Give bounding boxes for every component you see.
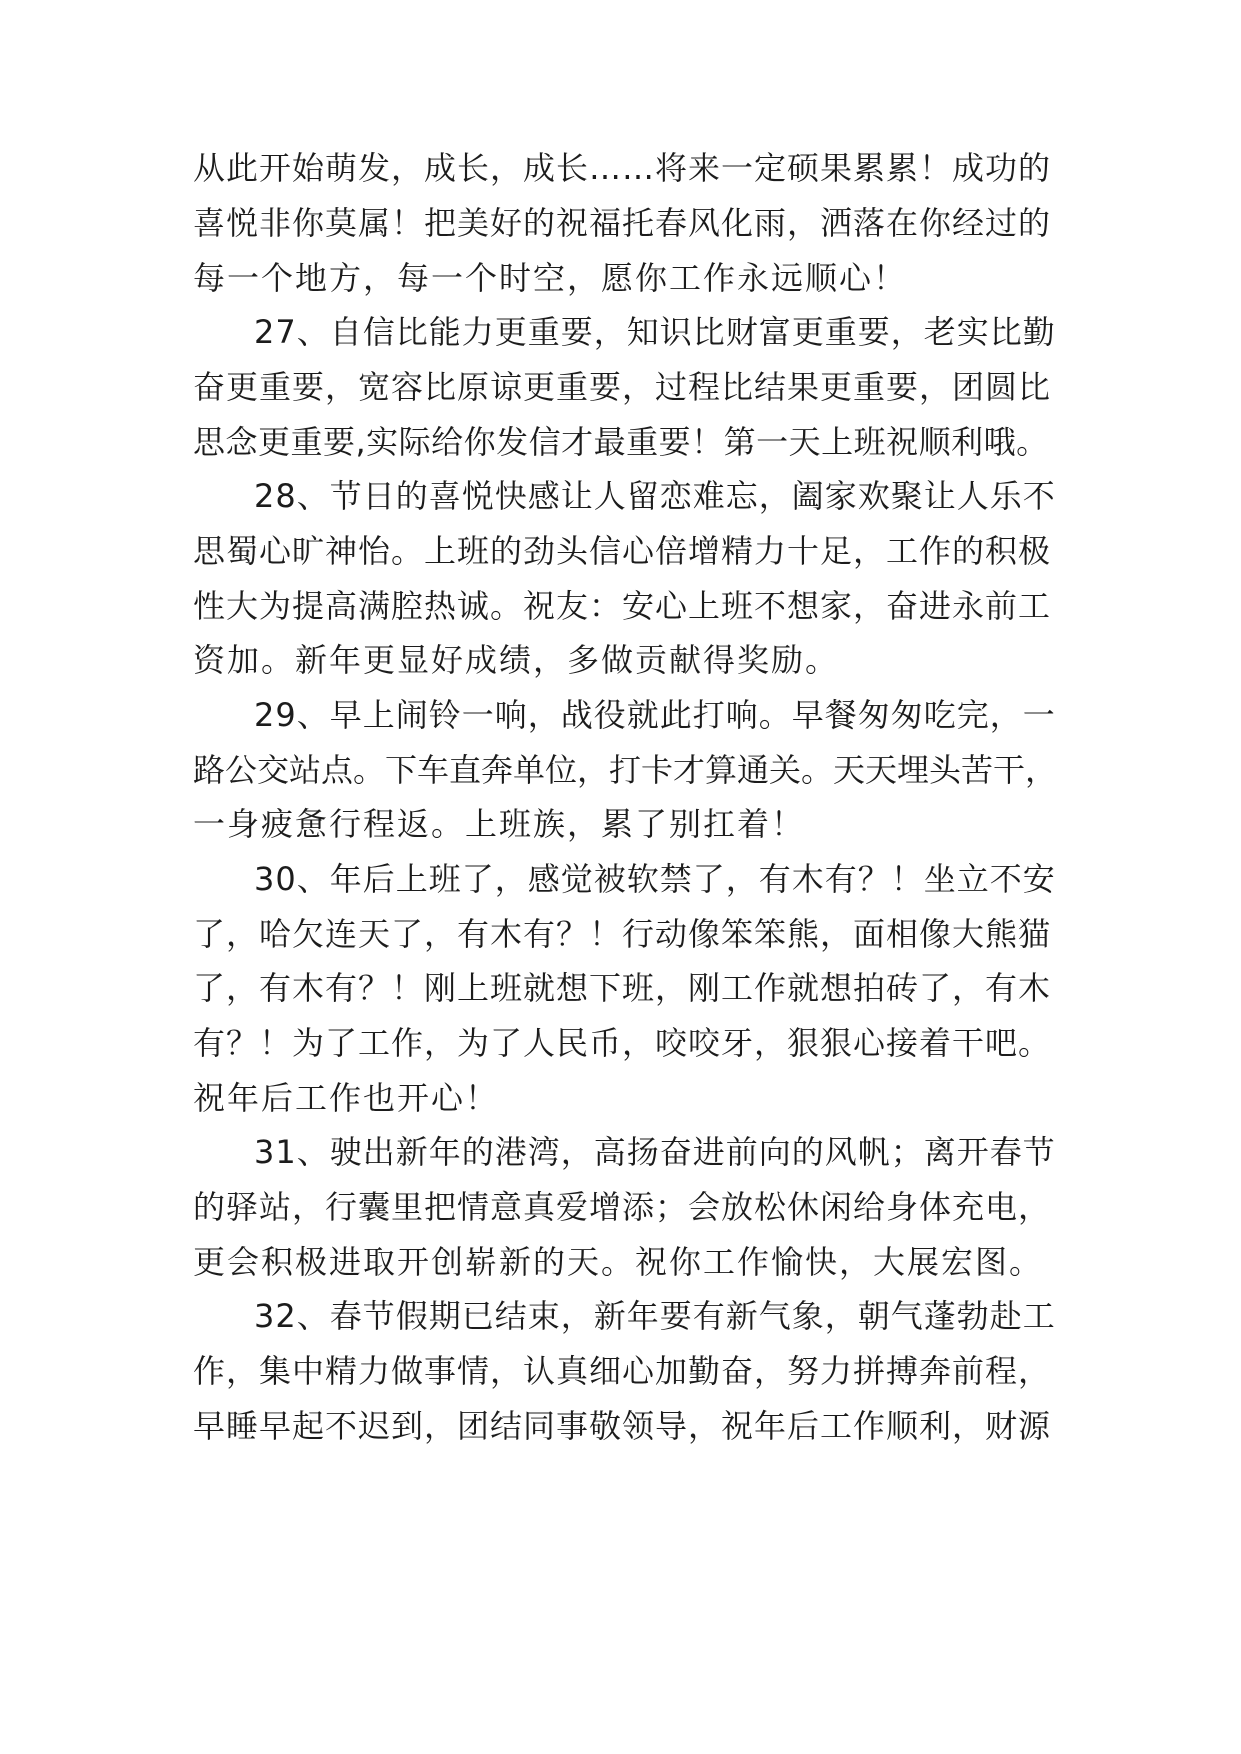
text-line: 的驿站，行囊里把情意真爱增添；会放松休闲给身体充电， — [193, 1188, 1052, 1226]
text-line: 路公交站点。下车直奔单位，打卡才算通关。天天埋头苦干， — [193, 751, 1058, 789]
text-line: 更会积极进取开创崭新的天。祝你工作愉快，大展宏图。 — [193, 1243, 1044, 1281]
text-line: 了，有木有？！刚上班就想下班，刚工作就想拍砖了，有木 — [193, 969, 1052, 1007]
text-line: 喜悦非你莫属！把美好的祝福托春风化雨，洒落在你经过的 — [193, 204, 1052, 242]
text-line: 28、节日的喜悦快感让人留恋难忘，阖家欢聚让人乐不 — [254, 477, 1056, 515]
text-line: 早睡早起不迟到，团结同事敬领导，祝年后工作顺利，财源 — [193, 1407, 1052, 1445]
text-line: 资加。新年更显好成绩，多做贡献得奖励。 — [193, 641, 840, 679]
text-line: 每一个地方，每一个时空，愿你工作永远顺心！ — [193, 259, 908, 297]
text-line: 有？！为了工作，为了人民币，咬咬牙，狠狠心接着干吧。 — [193, 1024, 1052, 1062]
text-line: 27、自信比能力更重要，知识比财富更重要，老实比勤 — [254, 313, 1056, 351]
text-line: 性大为提高满腔热诚。祝友：安心上班不想家，奋进永前工 — [193, 587, 1052, 625]
text-line: 32、春节假期已结束，新年要有新气象，朝气蓬勃赴工 — [254, 1297, 1056, 1335]
text-line: 30、年后上班了，感觉被软禁了，有木有？！坐立不安 — [254, 860, 1056, 898]
text-line: 29、早上闹铃一响，战役就此打响。早餐匆匆吃完，一 — [254, 696, 1056, 734]
text-line: 思蜀心旷神怡。上班的劲头信心倍增精力十足，工作的积极 — [193, 532, 1052, 570]
text-line: 奋更重要，宽容比原谅更重要，过程比结果更重要，团圆比 — [193, 368, 1052, 406]
text-line: 31、驶出新年的港湾，高扬奋进前向的风帆；离开春节 — [254, 1133, 1056, 1171]
text-line: 作，集中精力做事情，认真细心加勤奋，努力拼搏奔前程， — [193, 1352, 1052, 1390]
text-line: 了，哈欠连天了，有木有？！行动像笨笨熊，面相像大熊猫 — [193, 915, 1052, 953]
text-line: 从此开始萌发，成长，成长……将来一定硕果累累！成功的 — [193, 149, 1052, 187]
text-line: 思念更重要,实际给你发信才最重要！第一天上班祝顺利哦。 — [193, 423, 1049, 461]
text-line: 一身疲惫行程返。上班族，累了别扛着！ — [193, 805, 806, 843]
text-line: 祝年后工作也开心！ — [193, 1079, 500, 1117]
